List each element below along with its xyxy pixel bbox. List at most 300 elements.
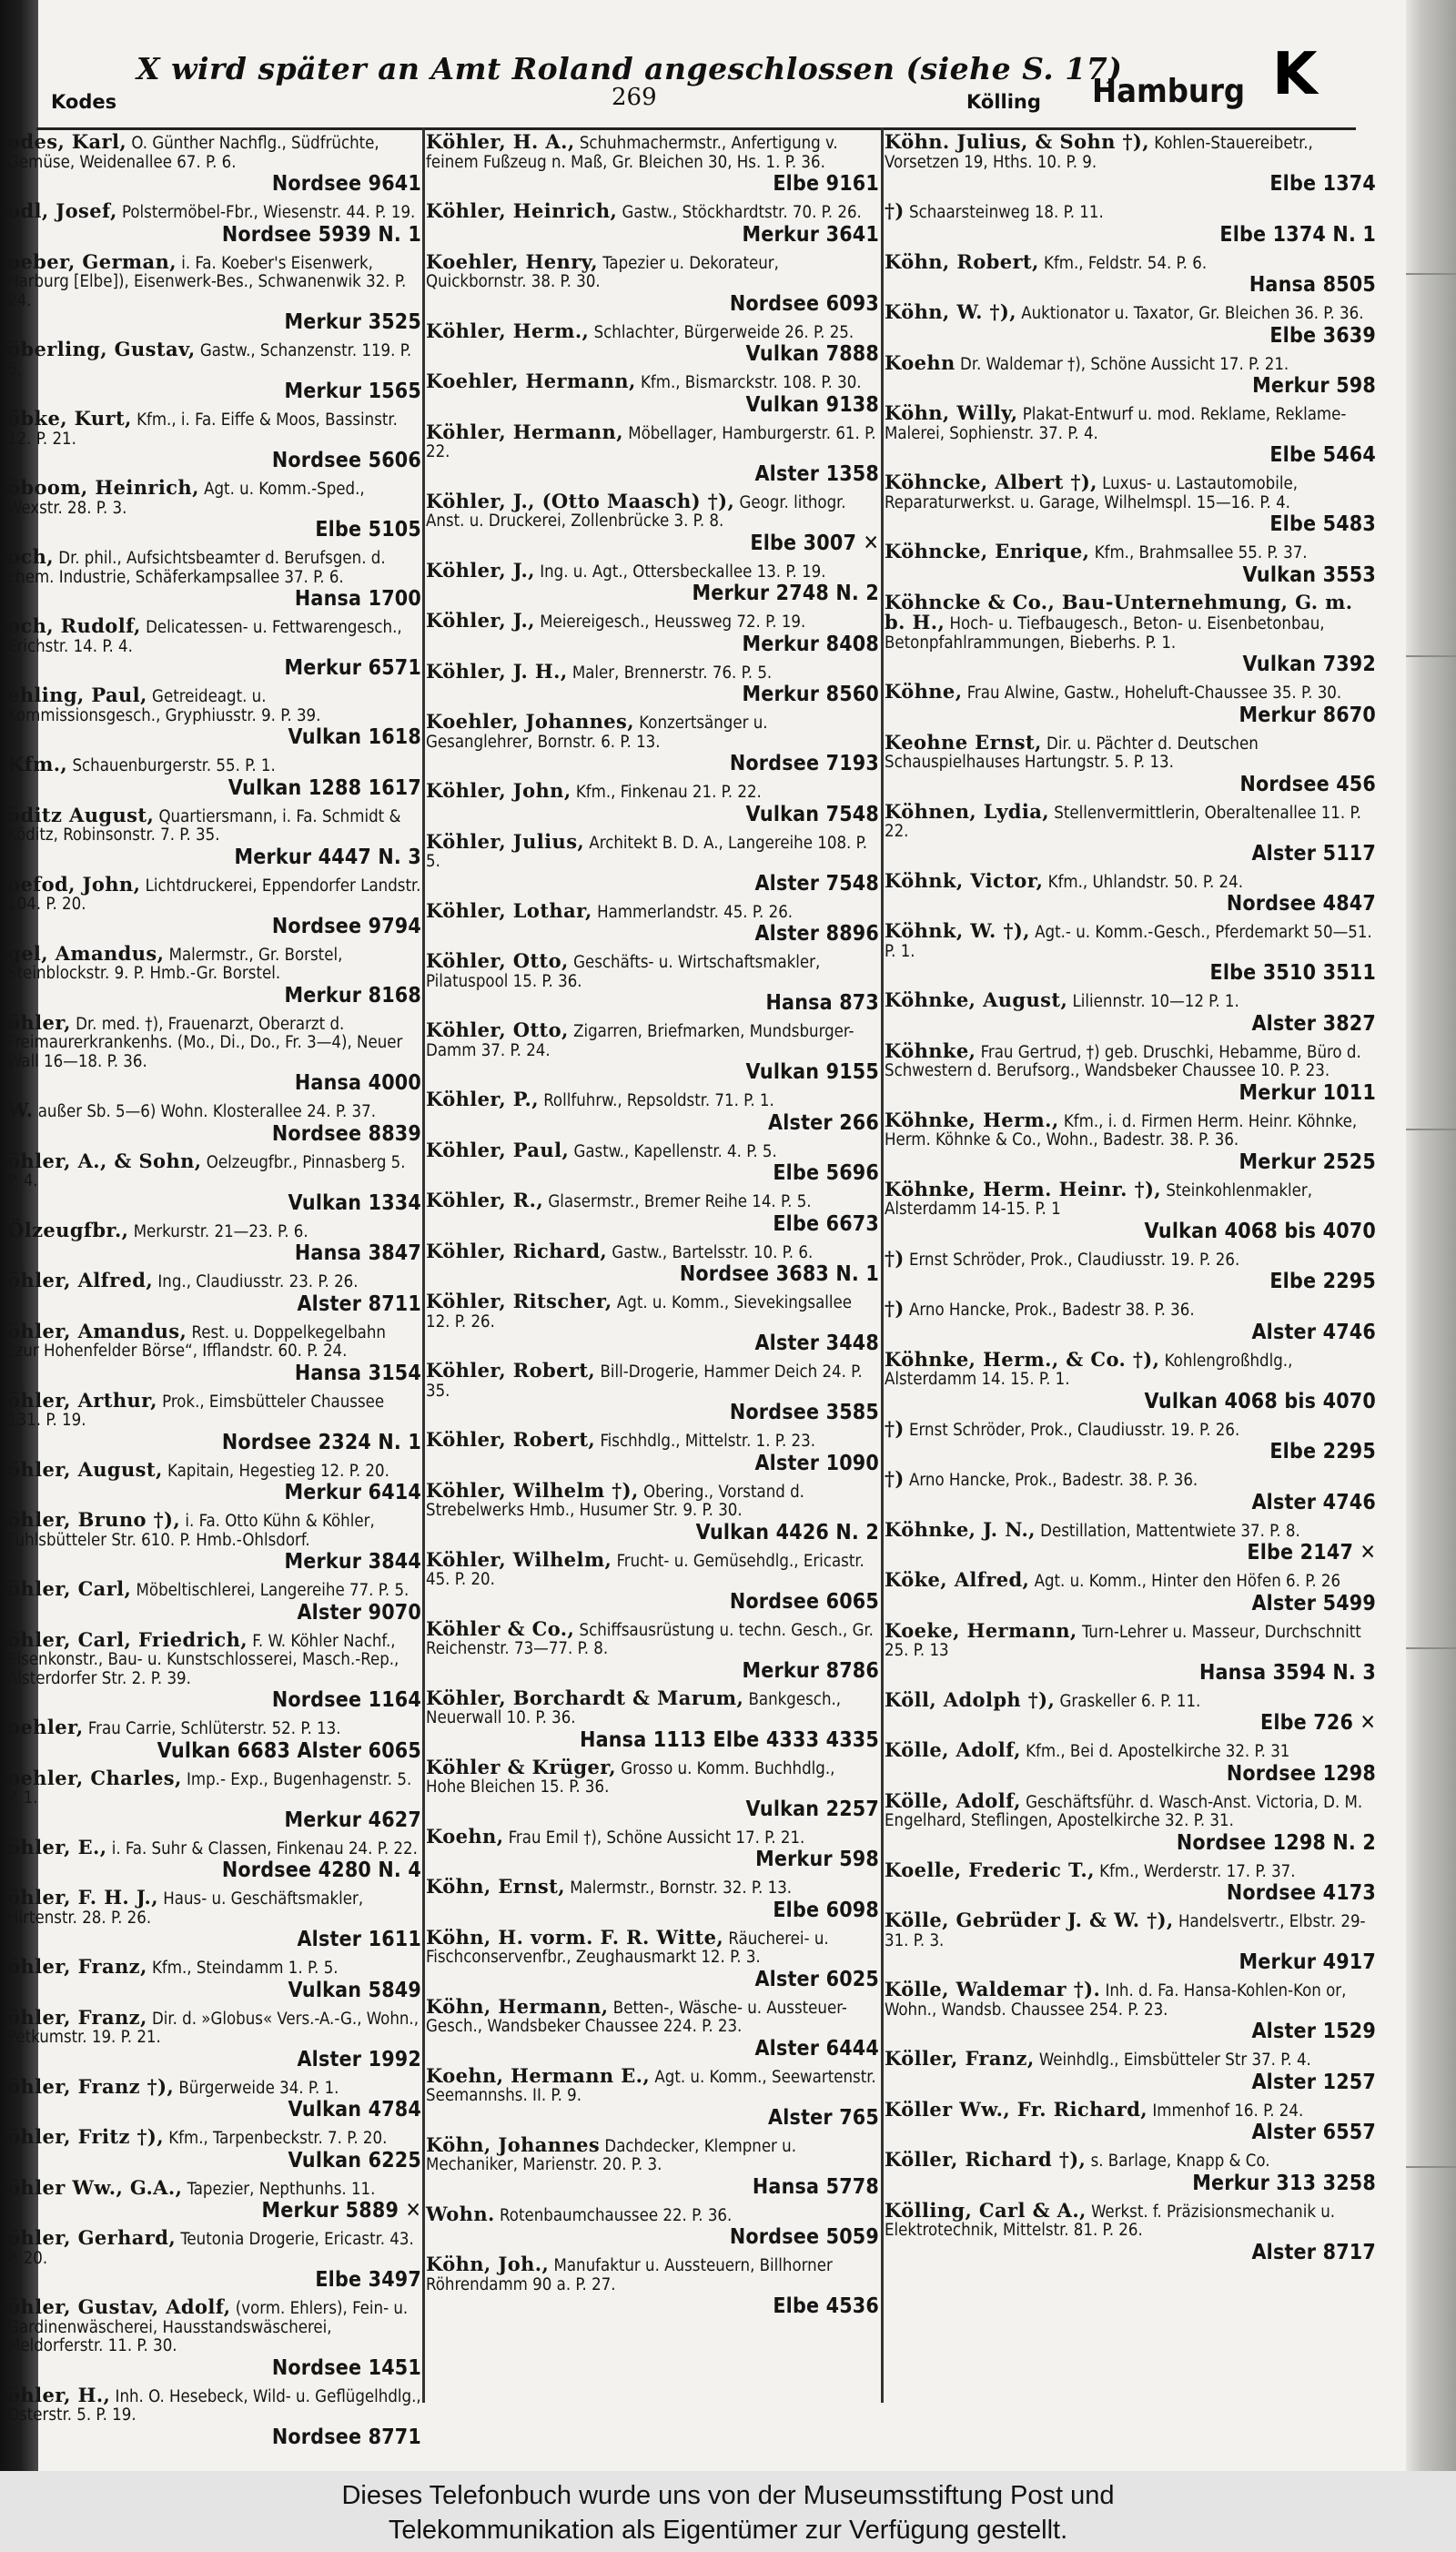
entry-name: Köhncke & Co., Bau-Unternehmung, G. m. b. H., bbox=[885, 590, 1353, 633]
entry-phone: Merkur 4917 bbox=[1239, 1950, 1376, 1974]
entry-name: öhler, H., bbox=[7, 2383, 111, 2406]
entry-name: Köhler, Richard, bbox=[426, 1239, 608, 1262]
entry-phone: Hansa 3594 N. 3 bbox=[1198, 1660, 1376, 1685]
entry-phone: Alster 1358 bbox=[754, 461, 879, 486]
entry-details: Teutonia Drogerie, Ericastr. 43. P. 20. bbox=[7, 2230, 414, 2268]
entry-name: Koeke, Hermann, bbox=[885, 1618, 1077, 1642]
directory-entry bbox=[7, 1766, 421, 1832]
directory-entry bbox=[7, 1627, 421, 1713]
entry-phone: Elbe 1374 N. 1 bbox=[1219, 222, 1376, 247]
entry-details: Ernst Schröder, Prok., Claudiusstr. 19. P. 26. bbox=[909, 1250, 1240, 1270]
entry-phone: Nordsee 5606 bbox=[271, 449, 421, 472]
entry-name: öhler, Arthur, bbox=[7, 1388, 157, 1412]
entry-details: Schlachter, Bürgerweide 26. P. 25. bbox=[593, 322, 854, 342]
entry-details: Ernst Schröder, Prok., Claudiusstr. 19. P. 26. bbox=[909, 1420, 1240, 1440]
entry-phone: Elbe 4536 bbox=[773, 2294, 879, 2318]
entry-details: Frau Alwine, Gastw., Hoheluft-Chaussee 35. P. 30. bbox=[966, 684, 1342, 703]
entry-details: Agt. u. Komm., Hinter den Höfen 6. P. 26 bbox=[1034, 1572, 1341, 1591]
entry-phone: Merkur 3525 bbox=[284, 310, 421, 334]
entry-details: Obering., Vorstand d. Strebelwerks Hmb., Husumer Str. 9. P. 30. bbox=[426, 1482, 804, 1520]
directory-entry bbox=[426, 1686, 879, 1752]
directory-entry bbox=[885, 199, 1376, 247]
directory-entry bbox=[885, 1177, 1376, 1243]
directory-entry bbox=[426, 1478, 879, 1544]
entry-name: öditz August, bbox=[7, 803, 155, 826]
entry-details: Auktionator u. Taxator, Gr. Bleichen 36. P. 36. bbox=[1021, 304, 1364, 323]
entry-name: Köll, Adolph †), bbox=[885, 1687, 1056, 1711]
entry-details: Lichtdruckerei, Eppendorfer Landstr. 104. P. 20. bbox=[7, 876, 421, 914]
directory-entry bbox=[426, 710, 879, 775]
directory-entry bbox=[885, 1108, 1376, 1174]
entry-phone: Elbe 3007 ✕ bbox=[750, 531, 879, 555]
entry-details: Steinkohlenmakler, Alsterdamm 14-15. P. 1 bbox=[885, 1180, 1312, 1219]
entry-phone: Vulkan 3553 bbox=[1242, 562, 1376, 587]
entry-details: Frau Emil †), Schöne Aussicht 17. P. 21. bbox=[508, 1828, 805, 1848]
entry-details: Kfm., i. d. Firmen Herm. Heinr. Köhnke, Herm. Köhnke & Co., Wohn., Badestr. 38. P. 36. bbox=[885, 1111, 1358, 1149]
entry-phone: Merkur 2525 bbox=[1239, 1149, 1376, 1174]
column-1 bbox=[7, 130, 421, 2449]
entry-phone: Elbe 3497 bbox=[315, 2268, 421, 2292]
entry-phone: Nordsee 3585 bbox=[729, 1401, 879, 1424]
entry-phone: Elbe 5464 bbox=[1269, 443, 1376, 467]
directory-entry bbox=[7, 545, 421, 611]
entry-details: Bankgesch., Neuerwall 10. P. 36. bbox=[426, 1689, 842, 1727]
entry-name: Köhnke, Herm., bbox=[885, 1108, 1059, 1131]
entry-details: s. Barlage, Knapp & Co. bbox=[1090, 2152, 1270, 2171]
entry-name: Wohn. bbox=[426, 2202, 495, 2225]
entry-phone: Vulkan 1334 bbox=[288, 1190, 421, 1215]
entry-details: Polstermöbel-Fbr., Wiesenstr. 44. P. 19. bbox=[122, 203, 416, 222]
entry-name: Köhn, Robert, bbox=[885, 249, 1039, 273]
directory-entry bbox=[885, 1246, 1376, 1294]
entry-phone: Hansa 3847 bbox=[294, 1241, 421, 1265]
entry-details: Kfm., Feldstr. 54. P. 6. bbox=[1044, 253, 1208, 273]
entry-details: Glasermstr., Bremer Reihe 14. P. 5. bbox=[548, 1192, 812, 1211]
directory-entry bbox=[426, 829, 879, 896]
entry-name: Köhn, H. vorm. F. R. Witte, bbox=[426, 1925, 724, 1949]
entry-name: Koehler, Johannes, bbox=[426, 710, 634, 733]
entry-name: Köhn, Johannes bbox=[426, 2132, 601, 2156]
entry-name: öberling, Gustav, bbox=[7, 338, 196, 360]
entry-phone: Merkur 3844 bbox=[284, 1550, 421, 1574]
entry-phone: Nordsee 8839 bbox=[271, 1121, 421, 1146]
directory-entry bbox=[885, 2198, 1376, 2264]
entry-details: Kohlengroßhdlg., Alsterdamm 14. 15. P. 1. bbox=[885, 1351, 1293, 1389]
entry-name: öhler, Alfred, bbox=[7, 1269, 154, 1291]
entry-phone: Nordsee 4847 bbox=[1226, 892, 1376, 916]
entry-details: i. Fa. Koeber's Eisenwerk, Harburg [Elbe]), Eisenwerk-Bes., Schwanenwik 32. P. 24. bbox=[7, 253, 407, 310]
directory-entry bbox=[885, 1347, 1376, 1413]
entry-name: Köhler, Otto, bbox=[426, 949, 569, 972]
entry-name: öhler, Gerhard, bbox=[7, 2226, 177, 2249]
entry-phone: Hansa 1113 Elbe 4333 4335 bbox=[580, 1727, 879, 1752]
entry-name: Köhn, Ernst, bbox=[426, 1875, 565, 1898]
entry-name: Köhnk, W. †), bbox=[885, 919, 1030, 942]
entry-name: Köhnk, Victor, bbox=[885, 868, 1044, 892]
entry-name: Köhnke, bbox=[885, 1038, 976, 1062]
entry-phone: Merkur 4627 bbox=[284, 1808, 421, 1832]
entry-phone: Elbe 2295 bbox=[1269, 1440, 1376, 1463]
entry-phone: Nordsee 4280 N. 4 bbox=[221, 1858, 421, 1882]
header-left-keyword: Kodes bbox=[51, 91, 117, 113]
entry-details: Kfm., Uhlandstr. 50. P. 24. bbox=[1047, 872, 1243, 892]
entry-details: Dr. phil., Aufsichtsbeamter d. Berufsgen. d. chem. Industrie, Schäferkampsallee 37. P. 6. bbox=[7, 549, 386, 587]
entry-name: oefod, John, bbox=[7, 872, 141, 896]
entry-phone: Vulkan 2257 bbox=[745, 1797, 879, 1821]
entry-phone: Merkur 1011 bbox=[1239, 1080, 1376, 1105]
directory-entry bbox=[7, 1955, 421, 2002]
directory-entry bbox=[7, 1101, 421, 1146]
entry-details: Frau Carrie, Schlüterstr. 52. P. 13. bbox=[87, 1719, 341, 1738]
entry-phone: Merkur 4447 N. 3 bbox=[234, 845, 421, 869]
entry-details: Luxus- u. Lastautomobile, Reparaturwerkst. u. Garage, Wilhelmspl. 15—16. P. 4. bbox=[885, 474, 1298, 512]
entry-name: ehling, Paul, bbox=[7, 684, 147, 706]
directory-entry bbox=[7, 2295, 421, 2380]
entry-details: Immenhof 16. P. 24. bbox=[1152, 2101, 1304, 2121]
entry-phone: Nordsee 5939 N. 1 bbox=[221, 222, 421, 247]
entry-details: Tapezier, Nepthunhs. 11. bbox=[187, 2179, 376, 2199]
entry-details: Kohlen-Stauereibetr., Vorsetzen 19, Hths. 10. P. 9. bbox=[885, 134, 1313, 172]
entry-name: öhler Ww., G.A., bbox=[7, 2175, 183, 2199]
entry-details: Oelzeugfbr., Pinnasberg 5. P. 4. bbox=[7, 1152, 406, 1190]
entry-name: Koehn, bbox=[426, 1824, 504, 1848]
entry-phone: Hansa 1700 bbox=[294, 587, 421, 611]
entry-name: Köhler, Paul, bbox=[426, 1138, 570, 1161]
entry-name: Köhnke, Herm., & Co. †), bbox=[885, 1347, 1160, 1371]
entry-name: Köhncke, Albert †), bbox=[885, 471, 1097, 493]
directory-entry bbox=[426, 1875, 879, 1922]
entry-phone: Nordsee 1298 N. 2 bbox=[1176, 1830, 1376, 1855]
directory-entry bbox=[426, 949, 879, 1015]
directory-entry bbox=[426, 609, 879, 656]
entry-phone: Nordsee 1451 bbox=[271, 2355, 421, 2380]
directory-entry bbox=[885, 1517, 1376, 1565]
entry-details: Kfm., Tarpenbeckstr. 7. P. 20. bbox=[168, 2129, 388, 2148]
directory-entry bbox=[7, 686, 421, 749]
entry-phone: Merkur 2748 N. 2 bbox=[692, 582, 879, 605]
entry-phone: Vulkan 9155 bbox=[745, 1060, 879, 1084]
entry-phone: Alster 1257 bbox=[1251, 2070, 1376, 2094]
entry-name: Koehler, Hermann, bbox=[426, 370, 636, 392]
entry-phone: Nordsee 456 bbox=[1239, 772, 1376, 796]
entry-name: öhler, E., bbox=[7, 1835, 107, 1858]
entry-name: Köhler, J., bbox=[426, 558, 535, 582]
entry-name: †) bbox=[885, 199, 905, 222]
entry-phone: Alster 1611 bbox=[297, 1928, 421, 1951]
entry-details: Werkst. f. Präzisionsmechanik u. Elektrotechnik, Mittelstr. 81. P. 26. bbox=[885, 2202, 1336, 2240]
entry-phone: Alster 3827 bbox=[1251, 1011, 1376, 1036]
entry-details: Schuhmachermstr., Anfertigung v. feinem Fußzeug n. Maß, Gr. Bleichen 30, Hs. 1. P. 36. bbox=[426, 134, 838, 172]
entry-name: Köhler, Herm., bbox=[426, 319, 590, 342]
entry-name: öhler, Franz, bbox=[7, 1955, 147, 1978]
entry-phone: Alster 4746 bbox=[1251, 1320, 1376, 1344]
entry-details: Stellenvermittlerin, Oberaltenallee 11. P. 22. bbox=[885, 803, 1361, 841]
entry-phone: Hansa 3154 bbox=[294, 1361, 421, 1385]
entry-name: öhler, Franz †), bbox=[7, 2074, 175, 2098]
directory-entry bbox=[426, 1547, 879, 1614]
entry-details: O. Günther Nachflg., Südfrüchte, Gemüse, Weidenallee 67. P. 6. bbox=[7, 134, 379, 172]
entry-details: Geschäftsführ. d. Wasch-Anst. Victoria, D. M. Engelhard, Steflingen, Apostelkirche 32. P. 31. bbox=[885, 1792, 1363, 1830]
entry-phone: Merkur 8560 bbox=[742, 683, 879, 706]
entry-phone: Elbe 5105 bbox=[315, 518, 421, 542]
entry-phone: Vulkan 6225 bbox=[288, 2148, 421, 2172]
entry-phone: Alster 1090 bbox=[754, 1451, 879, 1475]
entry-phone: Merkur 8168 bbox=[284, 983, 421, 1008]
entry-details: Merkurstr. 21—23. P. 6. bbox=[133, 1221, 308, 1241]
entry-phone: Alster 1529 bbox=[1251, 2020, 1376, 2043]
entry-name: Köhler, Heinrich, bbox=[426, 199, 618, 222]
entry-name: Köhler, Ritscher, bbox=[426, 1290, 612, 1312]
directory-entry bbox=[7, 614, 421, 680]
entry-phone: Nordsee 4173 bbox=[1226, 1881, 1376, 1905]
entry-name: Köhnke, Herm. Heinr. †), bbox=[885, 1177, 1162, 1200]
entry-name: Köhnen, Lydia, bbox=[885, 799, 1049, 823]
entry-phone: Elbe 3510 3511 bbox=[1209, 961, 1376, 985]
directory-entry bbox=[7, 941, 421, 1008]
entry-details: Arno Hancke, Prok., Badestr 38. P. 36. bbox=[909, 1301, 1195, 1320]
entry-name: oehler, Charles, bbox=[7, 1766, 182, 1789]
directory-entry bbox=[426, 1239, 879, 1287]
entry-name: Köller, Richard †), bbox=[885, 2148, 1087, 2171]
directory-entry bbox=[7, 249, 421, 335]
entry-name: och, bbox=[7, 545, 54, 568]
entry-details: Konzertsänger u. Gesanglehrer, Bornstr. 6. P. 13. bbox=[426, 714, 768, 752]
entry-name: Kölle, Waldemar †). bbox=[885, 1978, 1101, 2000]
entry-details: Schiffsausrüstung u. techn. Gesch., Gr. Reichenstr. 73—77. P. 8. bbox=[426, 1620, 874, 1658]
entry-details: Graskeller 6. P. 11. bbox=[1059, 1691, 1201, 1711]
entry-details: Dachdecker, Klempner u. Mechaniker, Marienstr. 20. P. 3. bbox=[426, 2136, 797, 2174]
entry-name: odl, Josef, bbox=[7, 199, 117, 222]
entry-details: Rollfuhrw., Repsoldstr. 71. P. 1. bbox=[543, 1091, 774, 1110]
entry-details: außer Sb. 5—6) Wohn. Klosterallee 24. P. 37. bbox=[37, 1102, 377, 1121]
directory-entry bbox=[885, 1038, 1376, 1105]
entry-details: Liliennstr. 10—12 P. 1. bbox=[1072, 992, 1239, 1011]
page-edge bbox=[1406, 0, 1456, 2471]
entry-name: Kölling, Carl & A., bbox=[885, 2198, 1087, 2222]
directory-entry bbox=[426, 659, 879, 707]
entry-details: Agt. u. Komm., Seewartenstr. Seemannshs. II. P. 9. bbox=[426, 2067, 876, 2105]
directory-entry bbox=[7, 2005, 421, 2071]
entry-phone: Alster 7548 bbox=[754, 871, 879, 896]
entry-name: Keohne Ernst, bbox=[885, 730, 1042, 754]
directory-entry bbox=[7, 1388, 421, 1454]
directory-entry bbox=[7, 1508, 421, 1574]
column-divider bbox=[881, 127, 884, 2403]
header-letter: K bbox=[1272, 41, 1318, 108]
directory-entry bbox=[885, 1568, 1376, 1615]
entry-details: Haus- u. Geschäftsmakler, Hirtenstr. 28. P. 26. bbox=[7, 1889, 364, 1928]
entry-name: Köhler, J., bbox=[426, 609, 535, 632]
entry-name: Köke, Alfred, bbox=[885, 1568, 1030, 1591]
directory-entry bbox=[885, 1687, 1376, 1736]
entry-phone: Vulkan 1618 bbox=[288, 725, 421, 749]
column-divider bbox=[422, 127, 425, 2403]
entry-details: Quartiersmann, i. Fa. Schmidt & Köditz, Robinsonstr. 7. P. 35. bbox=[7, 806, 401, 845]
directory-entry bbox=[885, 300, 1376, 348]
entry-name: öhler, A., & Sohn, bbox=[7, 1149, 202, 1172]
entry-phone: Vulkan 9138 bbox=[745, 392, 879, 417]
entry-details: Kfm., Werderstr. 17. P. 37. bbox=[1099, 1861, 1296, 1881]
entry-phone: Nordsee 9794 bbox=[271, 914, 421, 938]
entry-phone: Nordsee 2324 N. 1 bbox=[221, 1430, 421, 1454]
entry-details: Dr. med. †), Frauenarzt, Oberarzt d. Freimaurerkrankenhs. (Mo., Di., Do., Fr. 3—4), Neuer Wall 16—18. P. 36. bbox=[7, 1014, 403, 1071]
directory-entry bbox=[426, 1616, 879, 1683]
directory-entry bbox=[426, 1428, 879, 1475]
entry-name: Koelle, Frederic T., bbox=[885, 1858, 1095, 1881]
entry-phone: Elbe 6673 bbox=[773, 1211, 879, 1236]
entry-details: Räucherei- u. Fischconservenfbr., Zeughausmarkt 12. P. 3. bbox=[426, 1929, 829, 1967]
entry-phone: Vulkan 7392 bbox=[1242, 653, 1376, 676]
entry-details: Hoch- u. Tiefbaugesch., Beton- u. Eisenbetonbau, Betonpfahlrammungen, Bieberhs. P. 1. bbox=[885, 614, 1325, 653]
entry-details: Ing. u. Agt., Ottersbeckallee 13. P. 19. bbox=[540, 562, 826, 582]
directory-entry bbox=[7, 2226, 421, 2292]
directory-entry bbox=[7, 1886, 421, 1951]
entry-name: Koehler, Henry, bbox=[426, 249, 598, 273]
directory-entry bbox=[885, 1788, 1376, 1855]
entry-name: Ölzeugfbr., bbox=[7, 1218, 129, 1241]
directory-entry bbox=[7, 1319, 421, 1385]
entry-name: Köhler, H. A., bbox=[426, 130, 575, 153]
entry-phone: Merkur 8670 bbox=[1239, 703, 1376, 727]
entry-phone: Alster 6557 bbox=[1251, 2121, 1376, 2144]
directory-entry bbox=[885, 542, 1376, 587]
directory-entry bbox=[426, 1925, 879, 1991]
entry-details: Schauenburgerstr. 55. P. 1. bbox=[72, 756, 276, 775]
entry-details: Weinhdlg., Eimsbütteler Str 37. P. 4. bbox=[1038, 2051, 1311, 2070]
header-right-keyword: Kölling bbox=[966, 91, 1041, 113]
entry-phone: Alster 5499 bbox=[1251, 1591, 1376, 1615]
entry-phone: Nordsee 6093 bbox=[729, 291, 879, 316]
entry-details: Frau Gertrud, †) geb. Druschki, Hebamme, Büro d. Schwestern d. Berufsorg., Wandsbeker Chaussee 10. P. 23. bbox=[885, 1042, 1361, 1080]
entry-phone: Hansa 8505 bbox=[1249, 273, 1376, 297]
page-number: 269 bbox=[612, 84, 657, 111]
entry-phone: Hansa 873 bbox=[765, 991, 879, 1015]
directory-entry bbox=[885, 249, 1376, 298]
entry-phone: Merkur 313 3258 bbox=[1192, 2171, 1376, 2195]
entry-details: Manufaktur u. Aussteuern, Billhorner Röhrendamm 90 a. P. 27. bbox=[426, 2256, 833, 2294]
directory-entry bbox=[7, 2125, 421, 2172]
entry-details: i. Fa. Otto Kühn & Köhler, Fuhlsbütteler Str. 610. P. Hmb.-Ohlsdorf. bbox=[7, 1512, 375, 1550]
directory-entry bbox=[7, 476, 421, 542]
entry-name: Köhne, bbox=[885, 680, 963, 703]
entry-name: Köhler, R., bbox=[426, 1189, 544, 1211]
entry-name: Köhler, Robert, bbox=[426, 1359, 596, 1382]
entry-name: öhler, August, bbox=[7, 1457, 163, 1481]
entry-phone: Elbe 2147 ✕ bbox=[1247, 1541, 1376, 1565]
directory-entry bbox=[426, 779, 879, 826]
entry-phone: Hansa 4000 bbox=[294, 1071, 421, 1095]
directory-entry bbox=[7, 2074, 421, 2122]
entry-details: Delicatessen- u. Fettwarengesch., Erichstr. 14. P. 4. bbox=[7, 618, 402, 656]
entry-phone: Vulkan 1288 1617 bbox=[228, 775, 421, 800]
entry-details: Meiereigesch., Heussweg 72. P. 19. bbox=[540, 613, 806, 632]
entry-phone: Vulkan 4068 bis 4070 bbox=[1144, 1389, 1376, 1413]
directory-entry bbox=[885, 350, 1376, 399]
directory-entry bbox=[426, 1138, 879, 1186]
entry-phone: Merkur 8408 bbox=[742, 632, 879, 656]
entry-name: Köhler, Lothar, bbox=[426, 898, 592, 922]
entry-phone: Alster 3448 bbox=[754, 1332, 879, 1355]
directory-entry bbox=[885, 2148, 1376, 2195]
entry-phone: Elbe 1374 bbox=[1269, 172, 1376, 196]
entry-details: Dir. u. Pächter d. Deutschen Schauspielhauses Hartungstr. 5. P. 13. bbox=[885, 734, 1259, 772]
directory-entry bbox=[426, 1191, 879, 1236]
entry-details: Geschäfts- u. Wirtschaftsmakler, Pilatuspool 15. P. 36. bbox=[426, 953, 821, 991]
entry-name: †) bbox=[885, 1467, 905, 1490]
directory-entry bbox=[7, 199, 421, 247]
entry-phone: Elbe 6098 bbox=[773, 1898, 879, 1922]
directory-entry bbox=[426, 420, 879, 486]
entry-name: Köhn, W. †), bbox=[885, 300, 1016, 323]
entry-name: †) bbox=[885, 1297, 905, 1320]
entry-name: W. bbox=[7, 1099, 34, 1121]
directory-entry bbox=[426, 2063, 879, 2130]
entry-name: gel, Amandus, bbox=[7, 941, 165, 965]
entry-phone: Nordsee 8771 bbox=[271, 2425, 421, 2449]
entry-phone: Alster 5117 bbox=[1251, 841, 1376, 866]
directory-entry bbox=[885, 1467, 1376, 1514]
entry-phone: Vulkan 7548 bbox=[745, 802, 879, 826]
entry-details: Agt. u. Komm.-Sped., Wexstr. 28. P. 3. bbox=[7, 480, 365, 518]
directory-entry bbox=[885, 590, 1376, 677]
footer-line-2: Telekommunikation als Eigentümer zur Verfügung gestellt. bbox=[388, 2516, 1068, 2545]
directory-entry bbox=[7, 2175, 421, 2223]
entry-details: Plakat-Entwurf u. mod. Reklame, Reklame-Malerei, Sophienstr. 37. P. 4. bbox=[885, 405, 1347, 443]
entry-details: Schaarsteinweg 18. P. 11. bbox=[909, 203, 1104, 222]
entry-details: Arno Hancke, Prok., Badestr. 38. P. 36. bbox=[909, 1471, 1198, 1490]
entry-phone: Nordsee 1298 bbox=[1226, 1761, 1376, 1786]
entry-details: Möbellager, Hamburgerstr. 61. P. 22. bbox=[426, 423, 876, 461]
entry-name: oeber, German, bbox=[7, 249, 177, 273]
entry-details: Geogr. lithogr. Anst. u. Druckerei, Zollenbrücke 3. P. 8. bbox=[426, 492, 846, 531]
directory-entry bbox=[426, 1018, 879, 1084]
entry-name: Koehn bbox=[885, 350, 956, 374]
entry-phone: Alster 9070 bbox=[297, 1600, 421, 1625]
entry-details: Malermstr., Bornstr. 32. P. 13. bbox=[570, 1879, 793, 1898]
entry-name: öhler, Carl, bbox=[7, 1577, 132, 1600]
entry-details: Dr. Waldemar †), Schöne Aussicht 17. P. 21. bbox=[960, 354, 1289, 374]
directory-entry bbox=[426, 558, 879, 606]
entry-name: Köhler, Borchardt & Marum, bbox=[426, 1686, 744, 1709]
entry-details: Maler, Brennerstr. 76. P. 5. bbox=[571, 663, 773, 683]
entry-details: Kfm., Steindamm 1. P. 5. bbox=[151, 1959, 339, 1978]
entry-name: öhler, Fritz †), bbox=[7, 2125, 164, 2148]
directory-entry bbox=[7, 1271, 421, 1316]
directory-entry bbox=[7, 803, 421, 869]
entry-phone: Merkur 3641 bbox=[742, 222, 879, 247]
entry-phone: Vulkan 6683 Alster 6065 bbox=[157, 1738, 421, 1763]
entry-name: öboom, Heinrich, bbox=[7, 476, 199, 499]
directory-entry bbox=[426, 1359, 879, 1424]
entry-details: Inh. O. Hesebeck, Wild- u. Geflügelhdlg., Osterstr. 5. P. 19. bbox=[7, 2386, 421, 2425]
directory-entry bbox=[7, 1149, 421, 1215]
directory-entry bbox=[426, 1755, 879, 1821]
entry-name: Köhler & Co., bbox=[426, 1616, 575, 1640]
directory-entry bbox=[426, 199, 879, 247]
directory-entry bbox=[426, 1090, 879, 1135]
directory-entry bbox=[426, 372, 879, 417]
entry-details: Gastw., Bartelsstr. 10. P. 6. bbox=[612, 1242, 814, 1262]
entry-name: öhler, Amandus, bbox=[7, 1319, 187, 1342]
entry-phone: Merkur 5889 ✕ bbox=[261, 2199, 421, 2223]
directory-entry bbox=[7, 1835, 421, 1883]
entry-name: Köhler, Hermann, bbox=[426, 420, 623, 443]
directory-entry bbox=[7, 755, 421, 800]
entry-details: Rest. u. Doppelkegelbahn „zur Hohenfelder Börse“, Ifflandstr. 60. P. 24. bbox=[7, 1322, 386, 1361]
entry-name: †) bbox=[885, 1416, 905, 1440]
directory-entry bbox=[7, 2383, 421, 2449]
entry-details: Imp.- Exp., Bugenhagenstr. 5. P. 1. bbox=[7, 1769, 412, 1808]
